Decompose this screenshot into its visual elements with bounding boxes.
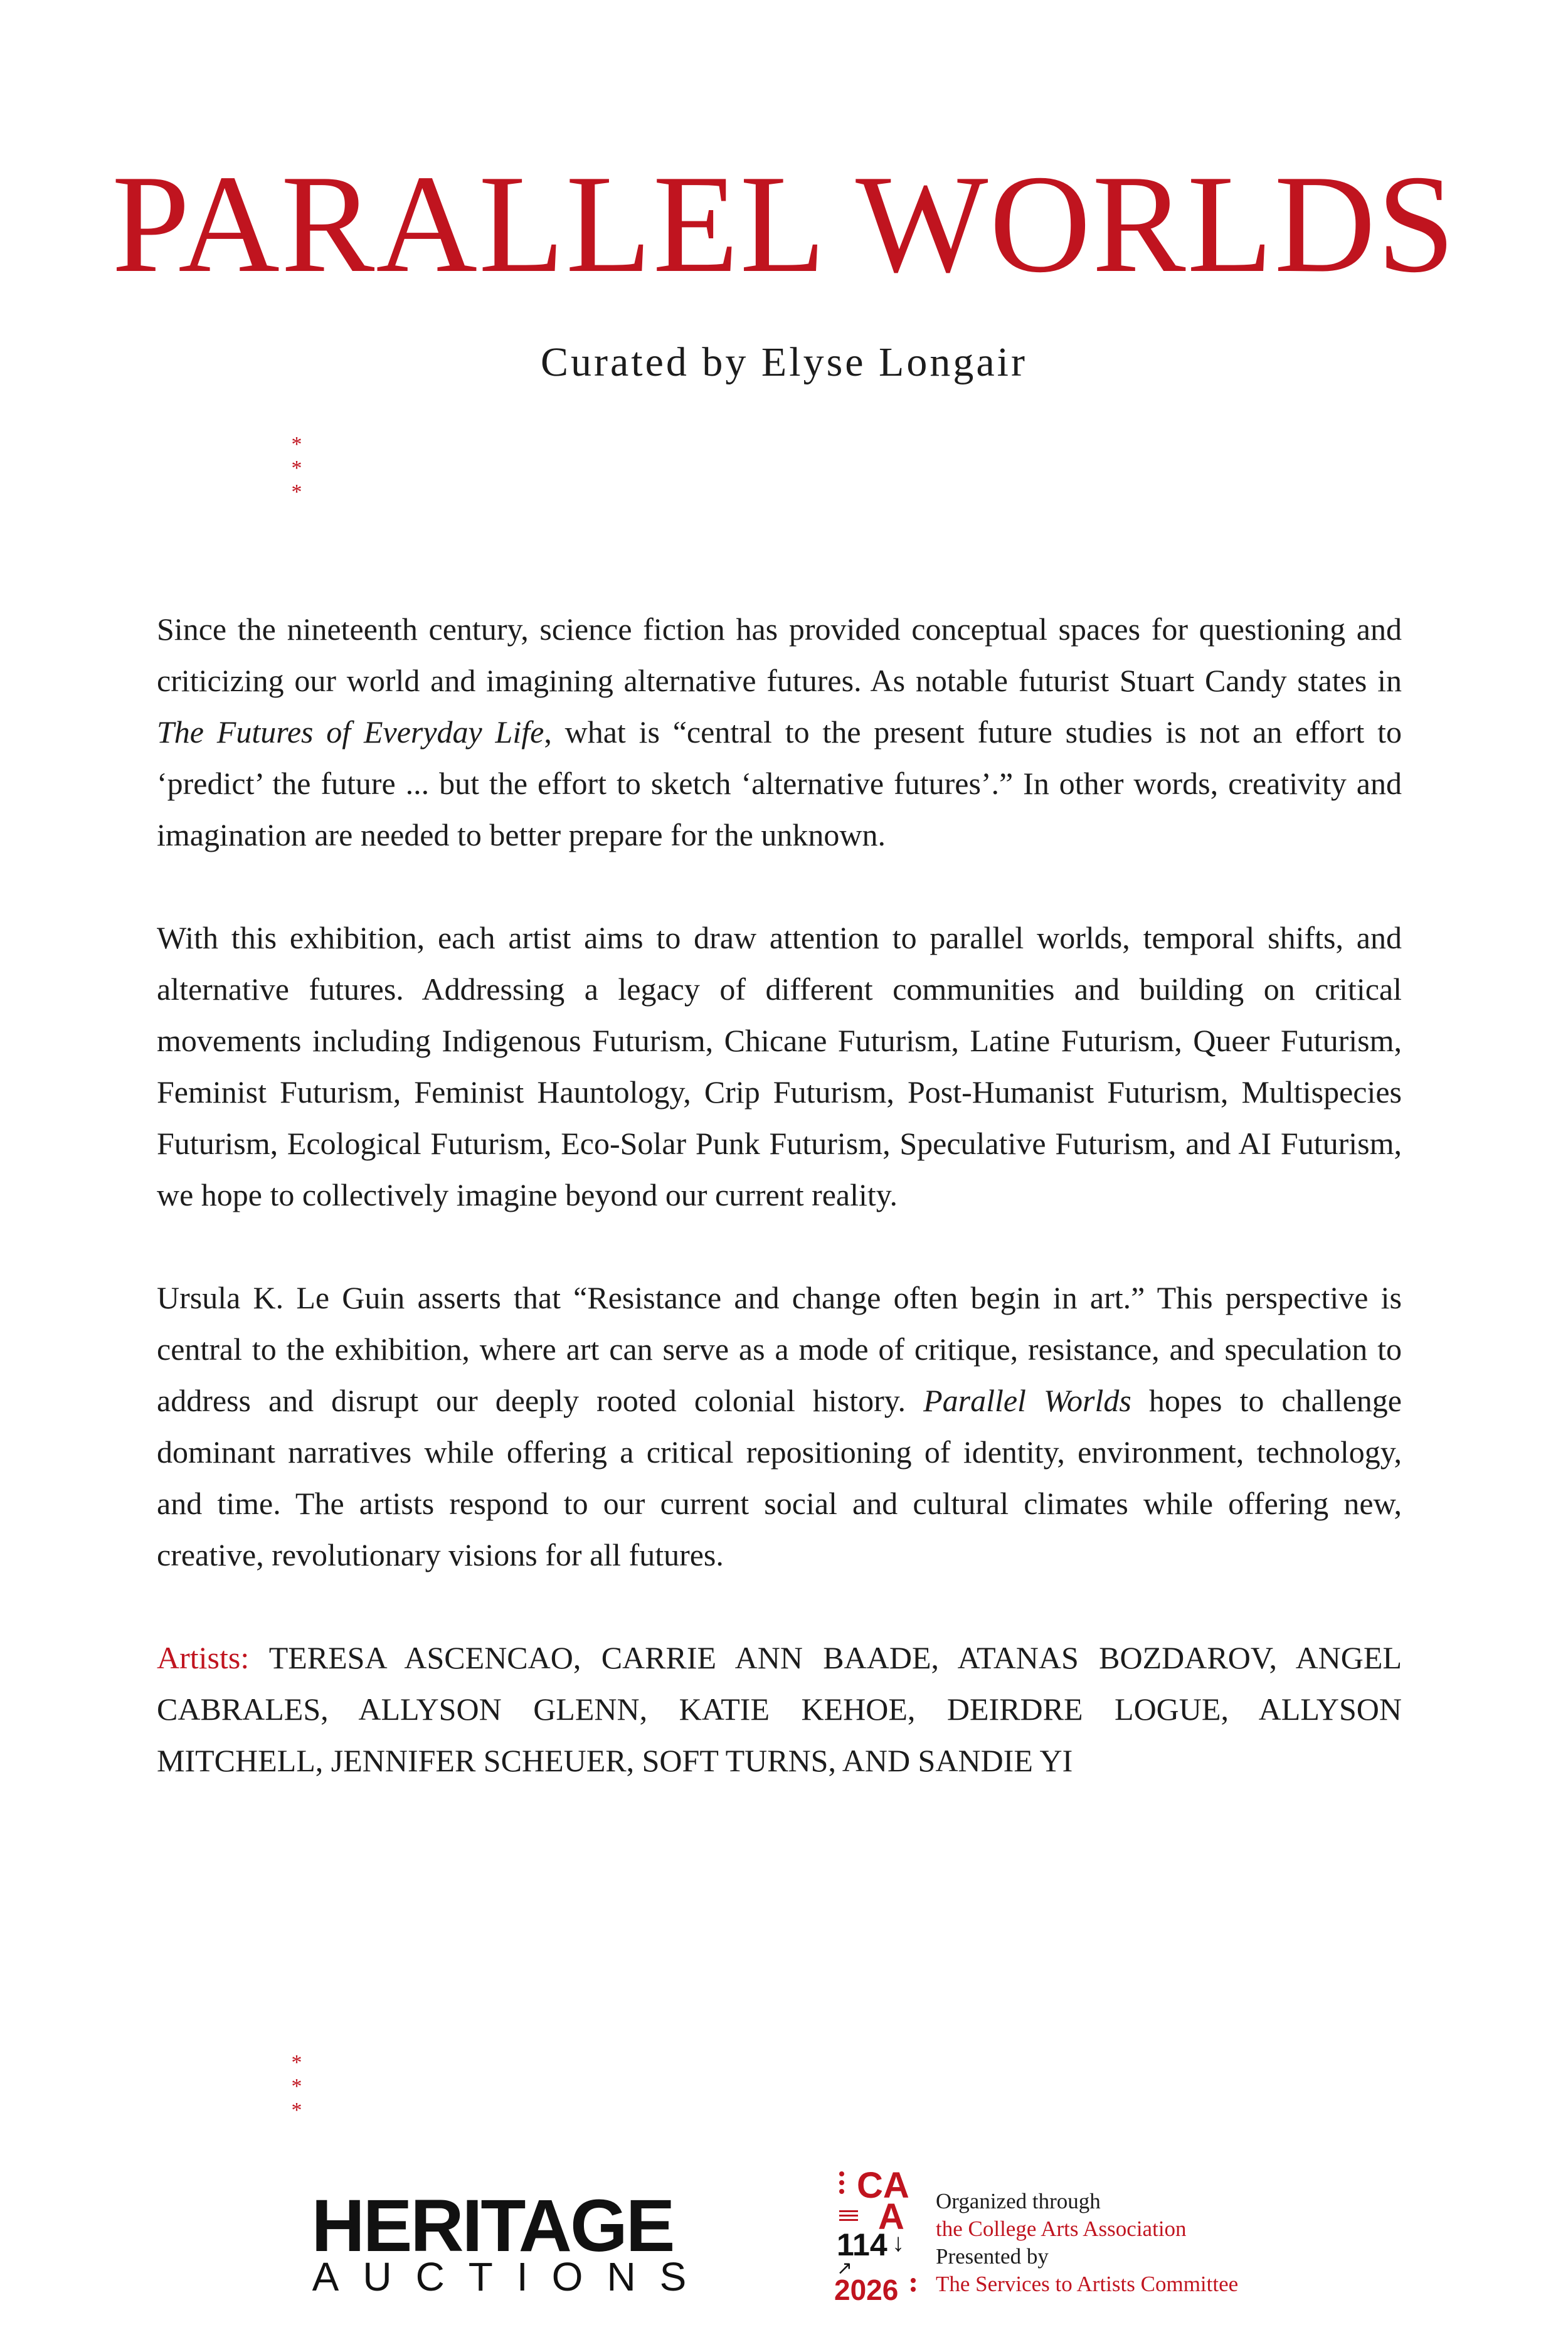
heritage-wordmark: HERITAGE <box>311 2185 674 2267</box>
paragraph-1-text-b: , what is “central to the present future studies is not an effort to ‘predict’ the future ... but the effort to sketch ‘alternative futures’.” In other words, creativity and imagination are needed to better prepare for the unknown. <box>157 714 1402 852</box>
star-icon: * <box>291 2099 302 2122</box>
paragraph-1-text-a: Since the nineteenth century, science fiction has provided conceptual spaces for questioning and criticizing our world and imagining alternative futures. As notable futurist Stuart Candy states in <box>157 612 1402 698</box>
org-line-3: Presented by <box>936 2244 1049 2269</box>
page-title: PARALLEL WORLDS <box>112 146 1456 302</box>
heritage-auctions-logo <box>285 2185 711 2302</box>
caa-dots-icon <box>839 2171 845 2198</box>
artists-list: TERESA ASCENCAO, CARRIE ANN BAADE, ATANAS BOZDAROV, ANGEL CABRALES, ALLYSON GLENN, KATIE KEHOE, DEIRDRE LOGUE, ALLYSON MITCHELL, JENNIFER SCHEUER, SOFT TURNS, AND SANDIE YI <box>157 1640 1402 1778</box>
caa-fineprint-icon <box>839 2210 864 2225</box>
arrow-up-right-icon: ↗ <box>837 2258 853 2279</box>
paragraph-1 <box>157 603 1402 861</box>
caa-dots-icon <box>911 2278 917 2296</box>
auctions-wordmark: AUCTIONS <box>312 2254 711 2299</box>
star-icon: * <box>291 2075 302 2098</box>
artists-label: Artists: <box>157 1640 250 1675</box>
essay-body <box>157 603 1402 1786</box>
paragraph-3 <box>157 1272 1402 1581</box>
divider-stars-top <box>287 433 306 504</box>
star-icon: * <box>291 457 302 480</box>
org-line-2: the College Arts Association <box>936 2217 1187 2241</box>
star-icon: * <box>291 2051 302 2074</box>
paragraph-2: With this exhibition, each artist aims to draw attention to parallel worlds, temporal shifts, and alternative futures. Addressing a legacy of different communities and building on critical movements including Indigenous Futurism, Chicane Futurism, Latine Futurism, Queer Futurism, Feminist Futurism, Feminist Hauntology, Crip Futurism, Post-Humanist Futurism, Multispecies Futurism, Ecological Futurism, Eco-Solar Punk Futurism, Speculative Futurism, and AI Futurism, we hope to collectively imagine beyond our current reality. <box>157 920 1402 1212</box>
org-line-4: The Services to Artists Committee <box>936 2272 1239 2296</box>
exhibition-title-italic: Parallel Worlds <box>923 1383 1131 1418</box>
arrow-down-icon: ↓ <box>892 2229 904 2257</box>
caa-year: 2026 <box>834 2274 899 2306</box>
org-line-1: Organized through <box>936 2189 1101 2213</box>
caa-letters: CA <box>857 2165 909 2206</box>
paragraph-3-text-a: Ursula K. Le Guin asserts that “Resistance and change often begin in art.” This perspective is central to the exhibition, where art can serve as a mode of critique, resistance, and speculation to address and disrupt our deeply rooted colonial history. <box>157 1280 1402 1418</box>
organizer-credits <box>936 2188 1287 2298</box>
caa-number: 114 <box>837 2227 887 2262</box>
paragraph-3-text-b: hopes to challenge dominant narratives while offering a critical repositioning of identity, environment, technology, and time. The artists respond to our current social and cultural climates while offering new, creative, revolutionary visions for all futures. <box>157 1383 1402 1572</box>
book-title: The Futures of Everyday Life <box>157 714 544 750</box>
curator-subtitle: Curated by Elyse Longair <box>541 339 1027 385</box>
caa-logo <box>834 2165 922 2306</box>
artists-paragraph <box>157 1632 1402 1786</box>
caa-letter-a: A <box>878 2196 904 2237</box>
star-icon: * <box>291 480 302 504</box>
divider-stars-bottom <box>287 2051 306 2122</box>
star-icon: * <box>291 433 302 456</box>
